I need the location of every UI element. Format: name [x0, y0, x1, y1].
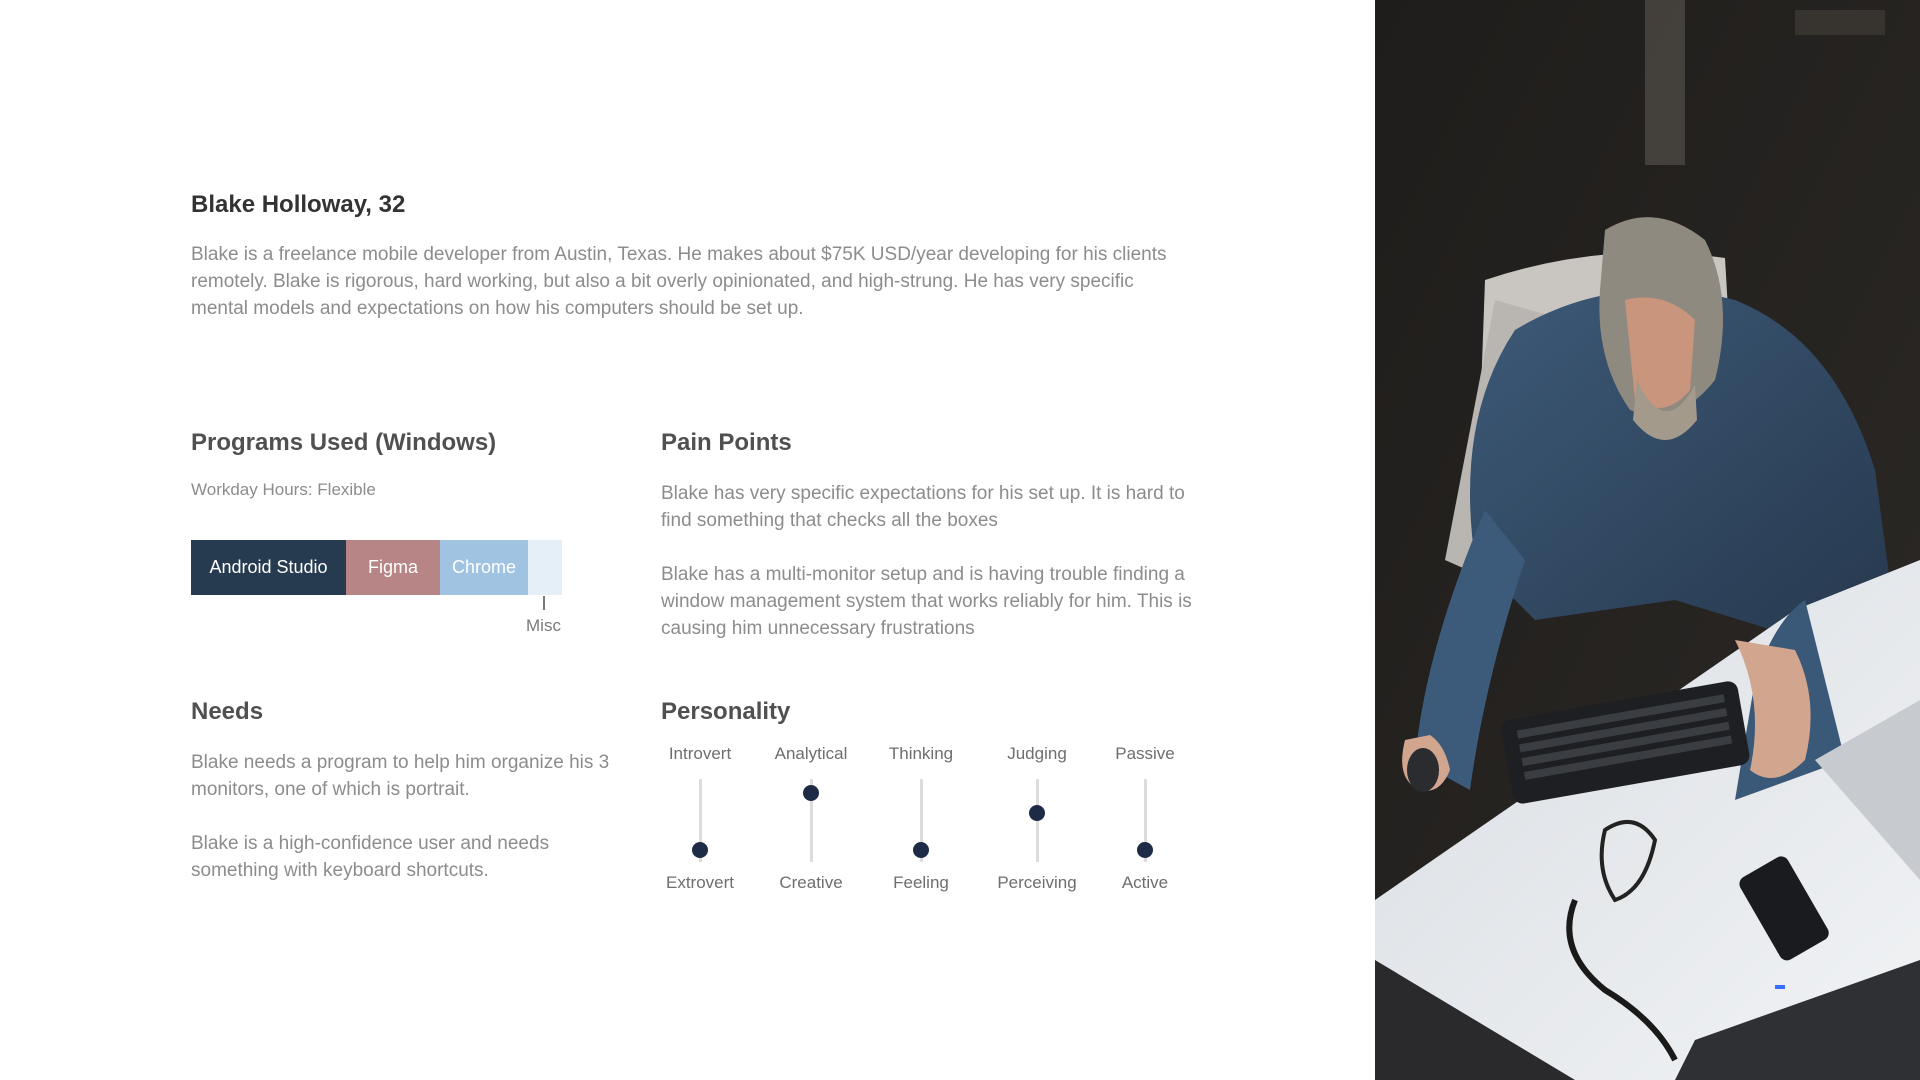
trait-bottom-label: Feeling: [893, 873, 949, 892]
pain-point-item: Blake has a multi-monitor setup and is having trouble finding a window management system that works reliably for him. This is causing him unnecessary frustrations: [661, 564, 1192, 639]
program-segment-figma: Figma: [346, 540, 440, 595]
needs-heading: Needs: [191, 698, 264, 725]
misc-label: Misc: [526, 616, 561, 635]
trait-top-label: Analytical: [774, 744, 848, 763]
programs-heading: Programs Used (Windows): [191, 429, 497, 456]
need-item: Blake is a high-confidence user and needs something with keyboard shortcuts.: [191, 833, 550, 881]
trait-top-label: Judging: [1007, 744, 1067, 763]
program-segment-chrome: Chrome: [440, 540, 528, 595]
trait-top-label: Introvert: [668, 744, 732, 763]
trait-top-label: Passive: [1115, 744, 1175, 763]
trait-bottom-label: Creative: [779, 873, 843, 892]
programs-usage-bar: [191, 540, 562, 595]
trait-bottom-label: Extrovert: [665, 873, 735, 892]
trait-bottom-label: Perceiving: [997, 873, 1077, 892]
trait-slider-knob[interactable]: [1029, 805, 1045, 821]
photo-illustration: [1375, 0, 1920, 1080]
trait-slider-knob[interactable]: [803, 785, 819, 801]
pain-points-heading: Pain Points: [661, 429, 792, 456]
persona-name: Blake Holloway, 32: [191, 191, 406, 218]
persona-bio: Blake is a freelance mobile developer from Austin, Texas. He makes about $75K USD/year developing for his clients remotely. Blake is rigorous, hard working, but also a bit overly opinionated, and high-strung. He has very specific mental models and expectations on how his computers should be set up.: [191, 244, 1167, 319]
trait-slider-knob[interactable]: [692, 842, 708, 858]
program-segment-misc: [528, 540, 562, 595]
program-segment-android-studio: Android Studio: [191, 540, 346, 595]
pain-point-item: Blake has very specific expectations for his set up. It is hard to find something that checks all the boxes: [661, 483, 1185, 531]
person-at-desk-photo: [1375, 0, 1920, 1080]
trait-bottom-label: Active: [1121, 873, 1169, 892]
trait-slider-knob[interactable]: [1137, 842, 1153, 858]
misc-callout-line: [543, 596, 545, 610]
workday-hours: Workday Hours: Flexible: [191, 480, 376, 499]
trait-slider-knob[interactable]: [913, 842, 929, 858]
personality-heading: Personality: [661, 698, 791, 725]
trait-top-label: Thinking: [888, 744, 954, 763]
need-item: Blake needs a program to help him organize his 3 monitors, one of which is portrait.: [191, 752, 610, 800]
